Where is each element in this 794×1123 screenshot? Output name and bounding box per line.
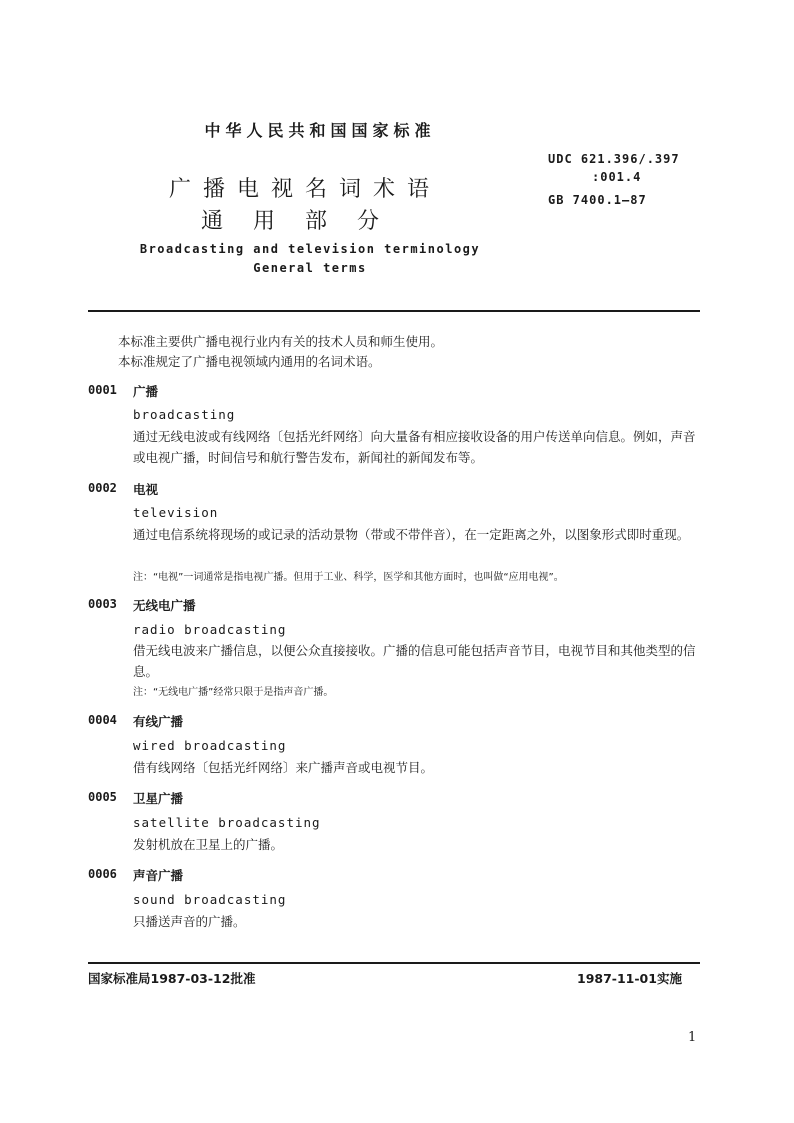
term-number: 0004 bbox=[88, 713, 117, 727]
term-chinese: 电视 bbox=[133, 482, 159, 497]
title-chinese-line-1: 广播电视名词术语 bbox=[168, 177, 441, 202]
term-definition: 借无线电波来广播信息，以便公众直接接收。广播的信息可能包括声音节目，电视节目和其他类型的信息。 bbox=[133, 643, 696, 679]
page-number: 1 bbox=[688, 1030, 697, 1045]
term-chinese: 声音广播 bbox=[133, 868, 184, 883]
effective-date: 1987-11-01实施 bbox=[577, 971, 682, 986]
term-chinese: 广播 bbox=[133, 384, 159, 399]
term-number: 0002 bbox=[88, 481, 117, 495]
term-definition: 发射机放在卫星上的广播。 bbox=[133, 837, 284, 852]
title-english-line-2: General terms bbox=[253, 261, 367, 275]
term-note: 注：“无线电广播”经常只限于是指声音广播。 bbox=[133, 687, 334, 698]
term-note: 注：“电视”一词通常是指电视广播。但用于工业、科学，医学和其他方面时，也叫做“应用电视”。 bbox=[133, 572, 564, 583]
title-chinese-line-2: 通用部分 bbox=[200, 209, 409, 234]
term-chinese: 有线广播 bbox=[133, 714, 184, 729]
approval-date: 国家标准局1987-03-12批准 bbox=[88, 971, 256, 986]
term-chinese: 卫星广播 bbox=[133, 791, 184, 806]
term-number: 0003 bbox=[88, 597, 117, 611]
term-chinese: 无线电广播 bbox=[133, 598, 196, 613]
footer-divider bbox=[88, 962, 700, 964]
term-number: 0006 bbox=[88, 867, 117, 881]
gb-code: GB 7400.1—87 bbox=[548, 193, 647, 207]
term-definition: 借有线网络〔包括光纤网络〕来广播声音或电视节目。 bbox=[133, 760, 434, 775]
term-number: 0001 bbox=[88, 383, 117, 397]
title-english-line-1: Broadcasting and television terminology bbox=[139, 242, 481, 256]
term-english: radio broadcasting bbox=[133, 622, 287, 637]
udc-code: UDC 621.396/.397 bbox=[548, 152, 680, 166]
intro-line-1: 本标准主要供广播电视行业内有关的技术人员和师生使用。 bbox=[118, 334, 444, 349]
issuing-authority: 中华人民共和国国家标准 bbox=[204, 121, 436, 140]
term-english: television bbox=[133, 505, 219, 520]
term-english: wired broadcasting bbox=[133, 738, 287, 753]
term-english: satellite broadcasting bbox=[133, 815, 321, 830]
term-english: sound broadcasting bbox=[133, 892, 287, 907]
intro-line-2: 本标准规定了广播电视领域内通用的名词术语。 bbox=[118, 354, 381, 369]
header-divider bbox=[88, 310, 700, 312]
term-definition: 只播送声音的广播。 bbox=[133, 914, 246, 929]
udc-code-suffix: :001.4 bbox=[592, 170, 642, 184]
term-number: 0005 bbox=[88, 790, 117, 804]
term-definition: 通过无线电波或有线网络〔包括光纤网络〕向大量备有相应接收设备的用户传送单向信息。例如，声音或电视广播，时间信号和航行警告发布，新闻社的新闻发布等。 bbox=[133, 429, 696, 465]
term-english: broadcasting bbox=[133, 407, 236, 422]
term-definition: 通过电信系统将现场的或记录的活动景物（带或不带伴音），在一定距离之外，以图象形式即时重现。 bbox=[133, 527, 690, 542]
